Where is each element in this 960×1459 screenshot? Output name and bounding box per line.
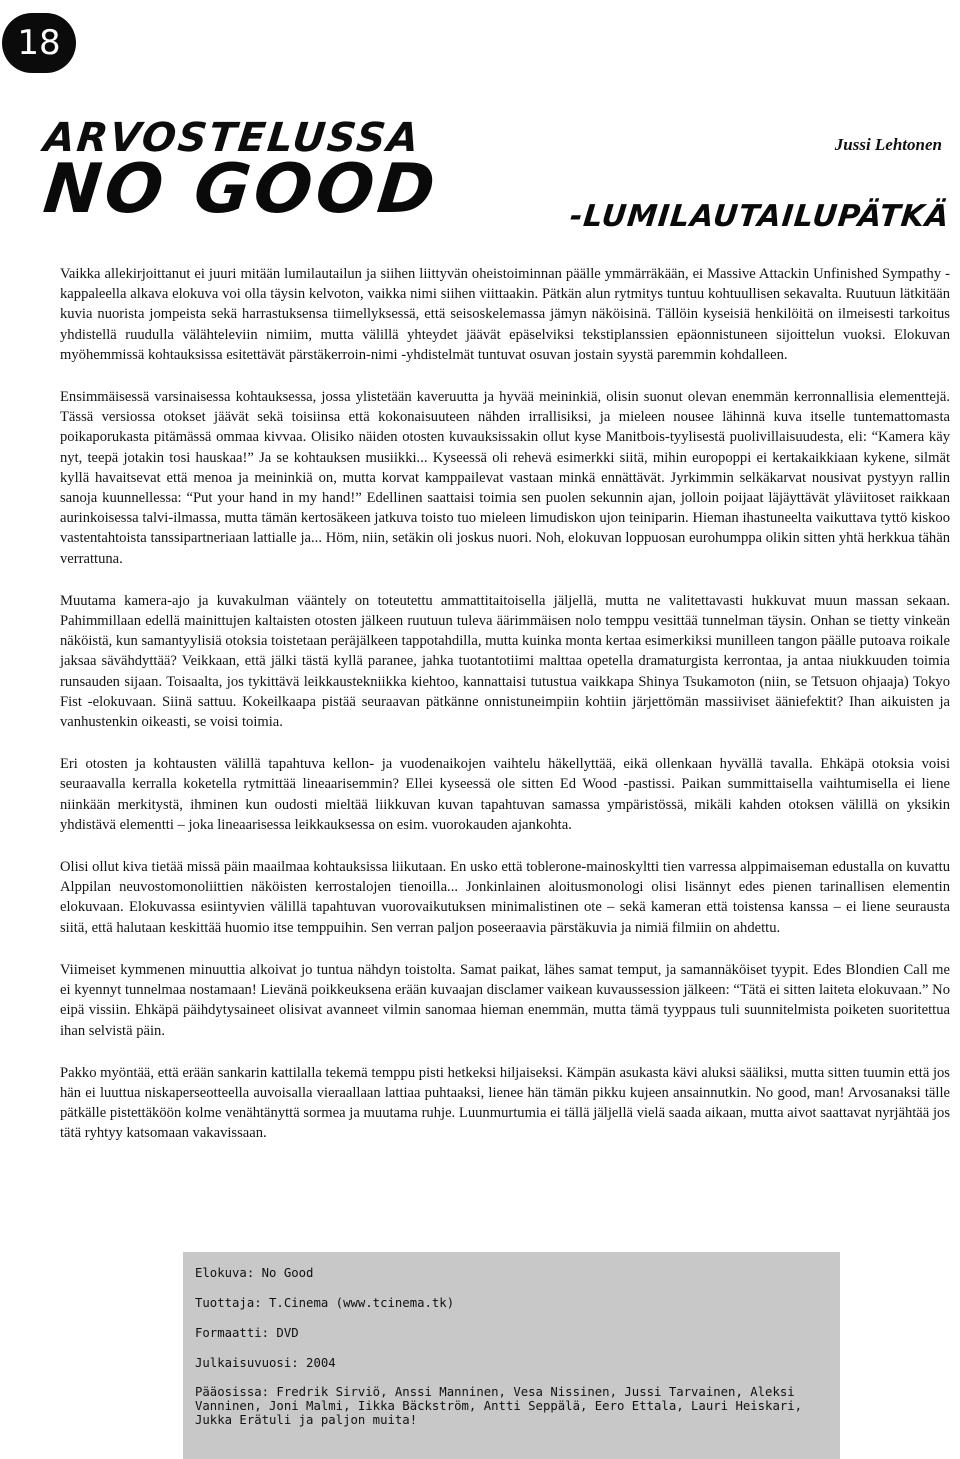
paragraph: Muutama kamera-ajo ja kuvakulman vääntely on toteutettu ammattitaitoisella jäljellä, mutta ne valitettavasti hukkuvat muun massan sekaan. Pahimmillaan edellä mainittujen kaltaisten otosten jälkeen ruutuun tuleva äärimmäisen nolo temppu vesittää tunnelman täysin. Onhan se tietty vinkeän näköistä, kun samantyylisiä otoksia toistetaan peräjälkeen tappotahdilla, mutta kuinka monta kertaa esimerkiksi munilleen tangon päälle putoava roikale jaksaa sävähdyttää? Veikkaan, että jälki tästä kyllä paranee, jahka tuotantotiimi malttaa opetella dramaturgista kerrontaa, ja antaa niukkuuden toimia runsauden sijaan. Toisaalta, jos tykittävä leikkaustekniikka kiehtoo, kannattaisi tutustua vaikkapa Shinya Tsukamoton (niin, se Tetsuon ohjaaja) Tokyo Fist -elokuvaan. Siinä sattuu. Kokeilkaapa pistää seuraavan pätkänne onnistuneimpiin kohtiin järjettömän massiiviset ääniefektit? Ihan aikuisten ja vanhustenkin oikeasti, se voisi toimia.	[60, 592, 950, 731]
info-format: Formaatti: DVD	[195, 1326, 299, 1340]
paragraph: Vaikka allekirjoittanut ei juuri mitään lumilautailun ja siihen liittyvän oheistoiminnan päälle ymmärräkään, ei Massive Attackin Unfinished Sympathy -kappaleella alkava elokuva voi olla täysin kelvoton, vaikka nimi siihen viittaakin. Pätkän alun rytmitys tuntuu kohtuullisen sekavalta. Ruutuun lätkitään kuvia nuorista jompeista sekä harrastuksensa tiimellyksessä, että seisoskelemassa jämyn näköisinä. Tällöin kyseisiä henkilöitä on ilmeisesti tarkoitus yhdistellä ruudulla välähteleviin nimiim, mutta välillä yhteydet jäävät epäselviksi tekstiplanssien epäonnistuneen sijoittelun vuoksi. Elokuvan myöhemmissä kohtauksissa esitettävät pärstäkerroin-nimi -yhdistelmät tuntuvat osuvan jostain syystä paremmin kohdalleen.	[60, 266, 950, 363]
paragraph: Eri otosten ja kohtausten välillä tapahtuva kellon- ja vuodenaikojen vaihtelu häkellyttää, eikä ollenkaan hyvällä tavalla. Ehkäpä otoksia voisi seuraavalla kerralla koketella rytmittää lineaarisemmin? Ellei kyseessä ole sitten Ed Wood -pastissi. Paikan summittaisella vaihtumisella ei liene niinkään merkitystä, ihminen kun oudosti mieltää liikkuvan kuvan tapahtuvan samassa ympäristössä, mikäli kahden otoksen välillä on yksikin yhdistävä elementti – joka lineaarisessa leikkauksessa on esim. vuorokauden ajankohta.	[60, 756, 950, 833]
film-info-box	[183, 1252, 840, 1459]
page-number-badge: 18	[2, 13, 76, 73]
info-cast: Pääosissa: Fredrik Sirviö, Anssi Manninen, Vesa Nissinen, Jussi Tarvainen, Aleksi Vanninen, Joni Malmi, Iikka Bäckström, Antti Seppälä, Eero Ettala, Lauri Heiskari, Jukka Erätuli ja paljon muita!	[195, 1385, 810, 1427]
paragraph: Pakko myöntää, että erään sankarin kattilalla tekemä temppu pisti hetkeksi hiljaiseksi. Kämpän asukasta kävi aluksi sääliksi, mutta sitten tuumin että jos hän ei luuttua niskaperseotteella auvoisalla vieraallaan lattiaa puhtaaksi, lienee hän tämän pikku kujeen ansainnutkin. No good, man! Arvosanaksi tälle pätkälle pistettäköön kolme venähtänyttä sormea ja muutama ruhje. Luunmurtumia ei tällä jäljellä vielä saada aikaan, mutta aivot saattavat nyrjähtää jos tätä ryhtyy katsomaan vakavissaan.	[60, 1064, 950, 1142]
info-film: Elokuva: No Good	[195, 1266, 314, 1280]
info-year: Julkaisuvuosi: 2004	[195, 1356, 336, 1370]
article-body	[60, 264, 950, 1166]
article-title: NO GOOD	[39, 150, 443, 229]
paragraph: Olisi ollut kiva tietää missä päin maailmaa kohtauksissa liikutaan. En usko että toblerone-mainoskyltti tien varressa alppimaiseman edustalla on kuvattu Alppilan neuvostomonoliittien näköisten kerrostalojen tienoilla... Jonkinlainen aloitusmonologi olisi lisännyt edes pienen tarinallisen elementin elokuvaan. Elokuvassa esiintyvien välillä tapahtuvan vuorovaikutuksen minimalistinen ote – sekä kameran että toistensa kanssa – ei liene seurausta siitä, että halutaan keskittää huomio itse temppuihin. Sen verran paljon poseeraavia pärstäkuvia ja nimiä filmiin on ahdettu.	[60, 859, 950, 936]
article-subtitle: -LUMILAUTAILUPÄTKÄ	[568, 199, 952, 234]
paragraph: Viimeiset kymmenen minuuttia alkoivat jo tuntua nähdyn toistolta. Samat paikat, lähes samat temput, ja samannäköiset tyypit. Edes Blondien Call me ei kyennyt tunnelmaa nostamaan! Lievänä poikkeuksena erään kuvaajan disclamer vaikean kuvaussession jälkeen: “Tätä ei sitten laiteta elokuvaan.” No eipä vissiin. Ehkäpä päihdytysaineet olisivat avanneet vilmin sanomaa hieman enemmän, mutta tämä tyyppaus tuli suunnitelmista poiketen suoritettua ihan selvistä päin.	[60, 961, 950, 1039]
info-producer: Tuottaja: T.Cinema (www.tcinema.tk)	[195, 1296, 455, 1310]
article-author: Jussi Lehtonen	[834, 135, 942, 154]
article-kicker: ARVOSTELUSSA	[41, 115, 423, 161]
paragraph: Ensimmäisessä varsinaisessa kohtauksessa, jossa ylistetään kaveruutta ja hyvää meininkiä, olisin suonut olevan enemmän kerronnallisia elementtejä. Tässä versiossa otokset jäävät sekä toisiinsa että kokonaisuuteen nähden irrallisiksi, ja mieleen nousee lähinnä kuva itselle tuntemattomasta poikaporukasta pitämässä ommaa kivvaa. Olisiko näiden otosten kuvauksissakin ollut kyse Manitbois-tyylisestä puolivillaisuudesta, eli: “Kamera käy nyt, teepä jotakin tosi hauskaa!” Ja se kohtauksen musiikki... Kyseessä oli rehevä esimerkki siitä, mihin europoppi ei kertakaikkiaan kykene, silmät kyllä havaitsevat että menoa ja meininkiä on, mutta korvat kamppailevat vastaan minkä ennättävät. Jyrkimmin selkäkarvat nousivat pystyyn rallin sanoja kuunnellessa: “Put your hand in my hand!” Edellinen saattaisi toimia sen puolen sekunnin ajan, jolloin poijaat läjäyttävät yläviitoset raikkaan aurinkoisessa talvi-ilmassa, mutta tämän kertosäkeen jatkuva toisto tuo mieleen limudiskon ujon teiniparin. Hieman ihastuneelta vaikuttava tyttö kiskoo vastentahtoista tanssipartneriaan lattialle ja... Höm, niin, setäkin oli joskus nuori. Noh, elokuvan loppuosan eurohumppa olikin sitten yhtä herkkua tähän verrattuna.	[60, 389, 950, 567]
